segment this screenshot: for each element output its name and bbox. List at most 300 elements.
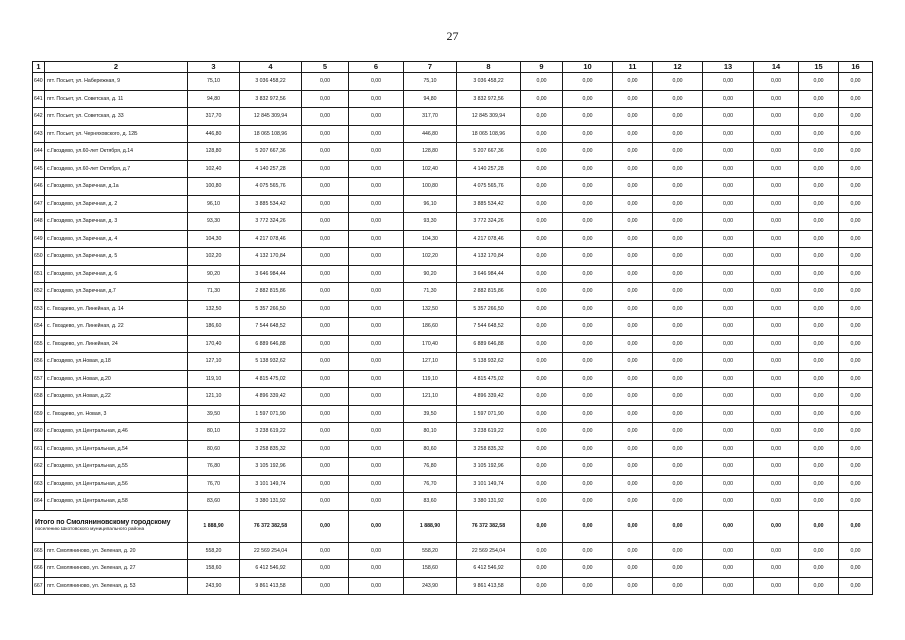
- cost-cell: 3 238 619,22: [457, 423, 521, 441]
- value-cell: 0,00: [302, 178, 349, 196]
- area-cell: 76,80: [404, 458, 457, 476]
- summary-value-cell: 0,00: [754, 510, 799, 542]
- value-cell: 0,00: [302, 108, 349, 126]
- column-header-11: 11: [613, 62, 653, 73]
- value-cell: 0,00: [521, 230, 563, 248]
- total-cost-cell: 6 889 646,88: [240, 335, 302, 353]
- value-cell: 0,00: [754, 265, 799, 283]
- value-cell: 0,00: [703, 108, 754, 126]
- value-cell: 0,00: [613, 160, 653, 178]
- row-number: 646: [33, 178, 45, 196]
- value-cell: 0,00: [349, 195, 404, 213]
- page-number: 27: [446, 29, 459, 43]
- value-cell: 0,00: [703, 300, 754, 318]
- area-cell: 132,50: [188, 300, 240, 318]
- value-cell: 0,00: [754, 143, 799, 161]
- cost-cell: 7 544 648,52: [457, 318, 521, 336]
- cost-cell: 3 101 149,74: [457, 475, 521, 493]
- value-cell: 0,00: [521, 405, 563, 423]
- value-cell: 0,00: [754, 440, 799, 458]
- total-cost-cell: 3 238 619,22: [240, 423, 302, 441]
- value-cell: 0,00: [521, 370, 563, 388]
- value-cell: 0,00: [839, 283, 873, 301]
- value-cell: 0,00: [302, 125, 349, 143]
- value-cell: 0,00: [613, 423, 653, 441]
- table-row: [33, 577, 873, 595]
- row-number: 660: [33, 423, 45, 441]
- area-cell: 317,70: [188, 108, 240, 126]
- summary-value-cell: 0,00: [302, 510, 349, 542]
- value-cell: 0,00: [653, 423, 703, 441]
- value-cell: 0,00: [521, 195, 563, 213]
- value-cell: 0,00: [703, 370, 754, 388]
- value-cell: 0,00: [563, 560, 613, 578]
- cost-cell: 1 597 071,90: [457, 405, 521, 423]
- value-cell: 0,00: [349, 283, 404, 301]
- table-row: [33, 405, 873, 423]
- value-cell: 0,00: [839, 143, 873, 161]
- value-cell: 0,00: [799, 475, 839, 493]
- total-cost-cell: 6 412 546,92: [240, 560, 302, 578]
- row-number: 645: [33, 160, 45, 178]
- value-cell: 0,00: [703, 248, 754, 266]
- row-number: 648: [33, 213, 45, 231]
- value-cell: 0,00: [563, 230, 613, 248]
- value-cell: 0,00: [349, 143, 404, 161]
- value-cell: 0,00: [653, 90, 703, 108]
- value-cell: 0,00: [521, 248, 563, 266]
- area-cell: 80,10: [404, 423, 457, 441]
- value-cell: 0,00: [302, 90, 349, 108]
- area-cell: 128,80: [188, 143, 240, 161]
- summary-subtitle: поселению Шкотовского муниципального района: [35, 527, 145, 533]
- area-cell: 93,30: [404, 213, 457, 231]
- column-header-3: 3: [188, 62, 240, 73]
- area-cell: 158,60: [188, 560, 240, 578]
- area-cell: 186,60: [404, 318, 457, 336]
- value-cell: 0,00: [521, 160, 563, 178]
- address-cell: с.Гвоздево, ул.Центральная, д.58: [45, 493, 188, 511]
- column-header-16: 16: [839, 62, 873, 73]
- total-cost-cell: 18 065 108,96: [240, 125, 302, 143]
- value-cell: 0,00: [799, 577, 839, 595]
- area-cell: 100,80: [404, 178, 457, 196]
- value-cell: 0,00: [563, 213, 613, 231]
- address-cell: с.Гвоздево, ул.Центральная, д.46: [45, 423, 188, 441]
- cost-cell: 3 036 458,22: [457, 73, 521, 91]
- cost-cell: 18 065 108,96: [457, 125, 521, 143]
- cost-cell: 2 882 815,86: [457, 283, 521, 301]
- cost-cell: 6 889 646,88: [457, 335, 521, 353]
- value-cell: 0,00: [754, 405, 799, 423]
- total-cost-cell: 9 861 413,58: [240, 577, 302, 595]
- value-cell: 0,00: [754, 560, 799, 578]
- value-cell: 0,00: [613, 230, 653, 248]
- value-cell: 0,00: [521, 423, 563, 441]
- value-cell: 0,00: [563, 90, 613, 108]
- value-cell: 0,00: [521, 475, 563, 493]
- row-number: 659: [33, 405, 45, 423]
- area-cell: 94,80: [188, 90, 240, 108]
- row-number: 651: [33, 265, 45, 283]
- value-cell: 0,00: [613, 405, 653, 423]
- value-cell: 0,00: [302, 73, 349, 91]
- value-cell: 0,00: [302, 458, 349, 476]
- area-cell: 93,30: [188, 213, 240, 231]
- value-cell: 0,00: [799, 108, 839, 126]
- value-cell: 0,00: [349, 230, 404, 248]
- value-cell: 0,00: [302, 577, 349, 595]
- value-cell: 0,00: [613, 300, 653, 318]
- summary-area-cell: 1 888,90: [404, 510, 457, 542]
- row-number: 650: [33, 248, 45, 266]
- row-number: 657: [33, 370, 45, 388]
- value-cell: 0,00: [302, 493, 349, 511]
- area-cell: 71,30: [188, 283, 240, 301]
- table-row: [33, 143, 873, 161]
- value-cell: 0,00: [799, 90, 839, 108]
- value-cell: 0,00: [613, 125, 653, 143]
- value-cell: 0,00: [799, 423, 839, 441]
- value-cell: 0,00: [563, 108, 613, 126]
- value-cell: 0,00: [563, 143, 613, 161]
- value-cell: 0,00: [349, 248, 404, 266]
- cost-cell: 3 646 984,44: [457, 265, 521, 283]
- value-cell: 0,00: [653, 283, 703, 301]
- cost-cell: 3 772 324,26: [457, 213, 521, 231]
- summary-value-cell: 0,00: [703, 510, 754, 542]
- value-cell: 0,00: [613, 178, 653, 196]
- value-cell: 0,00: [521, 90, 563, 108]
- table-row: [33, 458, 873, 476]
- value-cell: 0,00: [302, 213, 349, 231]
- value-cell: 0,00: [302, 230, 349, 248]
- value-cell: 0,00: [521, 458, 563, 476]
- area-cell: 127,10: [188, 353, 240, 371]
- area-cell: 558,20: [404, 542, 457, 560]
- total-cost-cell: 12 845 309,94: [240, 108, 302, 126]
- value-cell: 0,00: [563, 577, 613, 595]
- value-cell: 0,00: [613, 195, 653, 213]
- value-cell: 0,00: [754, 335, 799, 353]
- value-cell: 0,00: [563, 300, 613, 318]
- value-cell: 0,00: [839, 213, 873, 231]
- value-cell: 0,00: [799, 542, 839, 560]
- value-cell: 0,00: [653, 213, 703, 231]
- table-row: [33, 475, 873, 493]
- value-cell: 0,00: [839, 423, 873, 441]
- area-cell: 76,70: [404, 475, 457, 493]
- table-row: [33, 423, 873, 441]
- row-number: 662: [33, 458, 45, 476]
- value-cell: 0,00: [521, 125, 563, 143]
- value-cell: 0,00: [839, 300, 873, 318]
- value-cell: 0,00: [754, 178, 799, 196]
- area-cell: 75,10: [188, 73, 240, 91]
- total-cost-cell: 3 101 149,74: [240, 475, 302, 493]
- value-cell: 0,00: [703, 283, 754, 301]
- cost-cell: 3 258 835,32: [457, 440, 521, 458]
- total-cost-cell: 4 815 475,02: [240, 370, 302, 388]
- value-cell: 0,00: [349, 90, 404, 108]
- value-cell: 0,00: [521, 440, 563, 458]
- value-cell: 0,00: [799, 370, 839, 388]
- value-cell: 0,00: [839, 230, 873, 248]
- value-cell: 0,00: [302, 195, 349, 213]
- value-cell: 0,00: [302, 353, 349, 371]
- row-number: 652: [33, 283, 45, 301]
- cost-cell: 4 075 565,76: [457, 178, 521, 196]
- value-cell: 0,00: [799, 405, 839, 423]
- value-cell: 0,00: [653, 108, 703, 126]
- value-cell: 0,00: [563, 265, 613, 283]
- value-cell: 0,00: [613, 542, 653, 560]
- total-cost-cell: 3 258 835,32: [240, 440, 302, 458]
- column-header-10: 10: [563, 62, 613, 73]
- area-cell: 100,80: [188, 178, 240, 196]
- area-cell: 119,10: [404, 370, 457, 388]
- area-cell: 158,60: [404, 560, 457, 578]
- value-cell: 0,00: [839, 440, 873, 458]
- value-cell: 0,00: [839, 388, 873, 406]
- value-cell: 0,00: [521, 542, 563, 560]
- value-cell: 0,00: [799, 440, 839, 458]
- value-cell: 0,00: [754, 458, 799, 476]
- address-cell: с.Гвоздево, ул.Новая, д.18: [45, 353, 188, 371]
- value-cell: 0,00: [613, 248, 653, 266]
- total-cost-cell: 4 217 078,46: [240, 230, 302, 248]
- row-number: 642: [33, 108, 45, 126]
- value-cell: 0,00: [653, 475, 703, 493]
- area-cell: 121,10: [188, 388, 240, 406]
- cost-cell: 22 569 254,04: [457, 542, 521, 560]
- value-cell: 0,00: [799, 195, 839, 213]
- value-cell: 0,00: [563, 195, 613, 213]
- value-cell: 0,00: [703, 143, 754, 161]
- area-cell: 76,80: [188, 458, 240, 476]
- address-cell: пгт. Смоляниново, ул. Зеленая, д. 53: [45, 577, 188, 595]
- value-cell: 0,00: [799, 493, 839, 511]
- area-cell: 317,70: [404, 108, 457, 126]
- value-cell: 0,00: [703, 577, 754, 595]
- value-cell: 0,00: [302, 335, 349, 353]
- table-row: [33, 353, 873, 371]
- table-row: [33, 370, 873, 388]
- row-number: 653: [33, 300, 45, 318]
- value-cell: 0,00: [754, 73, 799, 91]
- value-cell: 0,00: [613, 370, 653, 388]
- area-cell: 446,80: [404, 125, 457, 143]
- value-cell: 0,00: [653, 458, 703, 476]
- address-cell: с. Гвоздево, ул. Линейная, д. 22: [45, 318, 188, 336]
- value-cell: 0,00: [563, 423, 613, 441]
- row-number: 641: [33, 90, 45, 108]
- value-cell: 0,00: [653, 370, 703, 388]
- address-cell: с.Гвоздево, ул.60-лет Октября, д.14: [45, 143, 188, 161]
- value-cell: 0,00: [302, 440, 349, 458]
- column-header-14: 14: [754, 62, 799, 73]
- total-cost-cell: 7 544 648,52: [240, 318, 302, 336]
- total-cost-cell: 1 597 071,90: [240, 405, 302, 423]
- value-cell: 0,00: [349, 178, 404, 196]
- value-cell: 0,00: [563, 248, 613, 266]
- value-cell: 0,00: [349, 300, 404, 318]
- column-header-6: 6: [349, 62, 404, 73]
- total-cost-cell: 3 036 458,22: [240, 73, 302, 91]
- value-cell: 0,00: [349, 542, 404, 560]
- value-cell: 0,00: [703, 335, 754, 353]
- address-cell: с. Гвоздево, ул. Линейная, 24: [45, 335, 188, 353]
- value-cell: 0,00: [839, 195, 873, 213]
- area-cell: 104,30: [188, 230, 240, 248]
- column-header-9: 9: [521, 62, 563, 73]
- value-cell: 0,00: [349, 213, 404, 231]
- value-cell: 0,00: [349, 440, 404, 458]
- value-cell: 0,00: [839, 542, 873, 560]
- summary-value-cell: 0,00: [563, 510, 613, 542]
- value-cell: 0,00: [703, 440, 754, 458]
- table-row: [33, 440, 873, 458]
- value-cell: 0,00: [703, 318, 754, 336]
- total-cost-cell: 4 132 170,84: [240, 248, 302, 266]
- value-cell: 0,00: [613, 143, 653, 161]
- value-cell: 0,00: [754, 353, 799, 371]
- value-cell: 0,00: [613, 458, 653, 476]
- table-row: [33, 335, 873, 353]
- table-row: [33, 195, 873, 213]
- table-row: [33, 300, 873, 318]
- value-cell: 0,00: [613, 318, 653, 336]
- value-cell: 0,00: [563, 318, 613, 336]
- value-cell: 0,00: [613, 265, 653, 283]
- value-cell: 0,00: [613, 440, 653, 458]
- value-cell: 0,00: [521, 493, 563, 511]
- value-cell: 0,00: [302, 265, 349, 283]
- table-row: [33, 160, 873, 178]
- table-row: [33, 108, 873, 126]
- value-cell: 0,00: [839, 125, 873, 143]
- cost-cell: 4 132 170,84: [457, 248, 521, 266]
- cost-cell: 5 138 932,62: [457, 353, 521, 371]
- value-cell: 0,00: [613, 353, 653, 371]
- value-cell: 0,00: [754, 300, 799, 318]
- summary-value-cell: 0,00: [799, 510, 839, 542]
- table-row: [33, 493, 873, 511]
- value-cell: 0,00: [839, 353, 873, 371]
- area-cell: 102,40: [188, 160, 240, 178]
- header-row: [33, 62, 873, 73]
- address-cell: с.Гвоздево, ул.Заречная, д. 6: [45, 265, 188, 283]
- value-cell: 0,00: [653, 143, 703, 161]
- value-cell: 0,00: [563, 125, 613, 143]
- value-cell: 0,00: [839, 493, 873, 511]
- value-cell: 0,00: [302, 283, 349, 301]
- value-cell: 0,00: [302, 560, 349, 578]
- address-cell: с.Гвоздево, ул.Новая, д.20: [45, 370, 188, 388]
- value-cell: 0,00: [754, 577, 799, 595]
- value-cell: 0,00: [613, 560, 653, 578]
- address-cell: с.Гвоздево, ул.Заречная, д. 5: [45, 248, 188, 266]
- value-cell: 0,00: [839, 405, 873, 423]
- cost-cell: 5 357 266,50: [457, 300, 521, 318]
- value-cell: 0,00: [653, 230, 703, 248]
- value-cell: 0,00: [703, 265, 754, 283]
- value-cell: 0,00: [839, 90, 873, 108]
- total-cost-cell: 4 075 565,76: [240, 178, 302, 196]
- value-cell: 0,00: [563, 458, 613, 476]
- value-cell: 0,00: [799, 353, 839, 371]
- value-cell: 0,00: [754, 542, 799, 560]
- value-cell: 0,00: [839, 370, 873, 388]
- area-cell: 39,50: [188, 405, 240, 423]
- area-cell: 80,10: [188, 423, 240, 441]
- value-cell: 0,00: [703, 125, 754, 143]
- value-cell: 0,00: [754, 388, 799, 406]
- value-cell: 0,00: [563, 73, 613, 91]
- value-cell: 0,00: [839, 318, 873, 336]
- row-number: 661: [33, 440, 45, 458]
- value-cell: 0,00: [839, 265, 873, 283]
- cost-cell: 9 861 413,58: [457, 577, 521, 595]
- value-cell: 0,00: [754, 423, 799, 441]
- value-cell: 0,00: [563, 160, 613, 178]
- value-cell: 0,00: [754, 493, 799, 511]
- area-cell: 102,20: [188, 248, 240, 266]
- table-row: [33, 230, 873, 248]
- table-row: [33, 542, 873, 560]
- value-cell: 0,00: [703, 405, 754, 423]
- row-number: 649: [33, 230, 45, 248]
- value-cell: 0,00: [613, 335, 653, 353]
- value-cell: 0,00: [349, 265, 404, 283]
- value-cell: 0,00: [521, 178, 563, 196]
- value-cell: 0,00: [653, 440, 703, 458]
- table-row: [33, 318, 873, 336]
- value-cell: 0,00: [521, 213, 563, 231]
- total-cost-cell: 22 569 254,04: [240, 542, 302, 560]
- row-number: 640: [33, 73, 45, 91]
- value-cell: 0,00: [302, 300, 349, 318]
- value-cell: 0,00: [653, 195, 703, 213]
- value-cell: 0,00: [563, 353, 613, 371]
- value-cell: 0,00: [563, 493, 613, 511]
- value-cell: 0,00: [302, 542, 349, 560]
- value-cell: 0,00: [349, 353, 404, 371]
- value-cell: 0,00: [563, 370, 613, 388]
- total-cost-cell: 5 138 932,62: [240, 353, 302, 371]
- value-cell: 0,00: [839, 475, 873, 493]
- total-cost-cell: 4 140 257,28: [240, 160, 302, 178]
- cost-cell: 4 815 475,02: [457, 370, 521, 388]
- value-cell: 0,00: [839, 577, 873, 595]
- value-cell: 0,00: [754, 160, 799, 178]
- table-body: [33, 73, 873, 595]
- summary-value-cell: 0,00: [521, 510, 563, 542]
- row-number: 644: [33, 143, 45, 161]
- value-cell: 0,00: [703, 90, 754, 108]
- value-cell: 0,00: [653, 318, 703, 336]
- value-cell: 0,00: [302, 143, 349, 161]
- area-cell: 128,80: [404, 143, 457, 161]
- column-header-4: 4: [240, 62, 302, 73]
- value-cell: 0,00: [349, 73, 404, 91]
- area-cell: 558,20: [188, 542, 240, 560]
- value-cell: 0,00: [799, 160, 839, 178]
- total-cost-cell: 3 380 131,92: [240, 493, 302, 511]
- value-cell: 0,00: [521, 300, 563, 318]
- value-cell: 0,00: [799, 560, 839, 578]
- table-row: [33, 213, 873, 231]
